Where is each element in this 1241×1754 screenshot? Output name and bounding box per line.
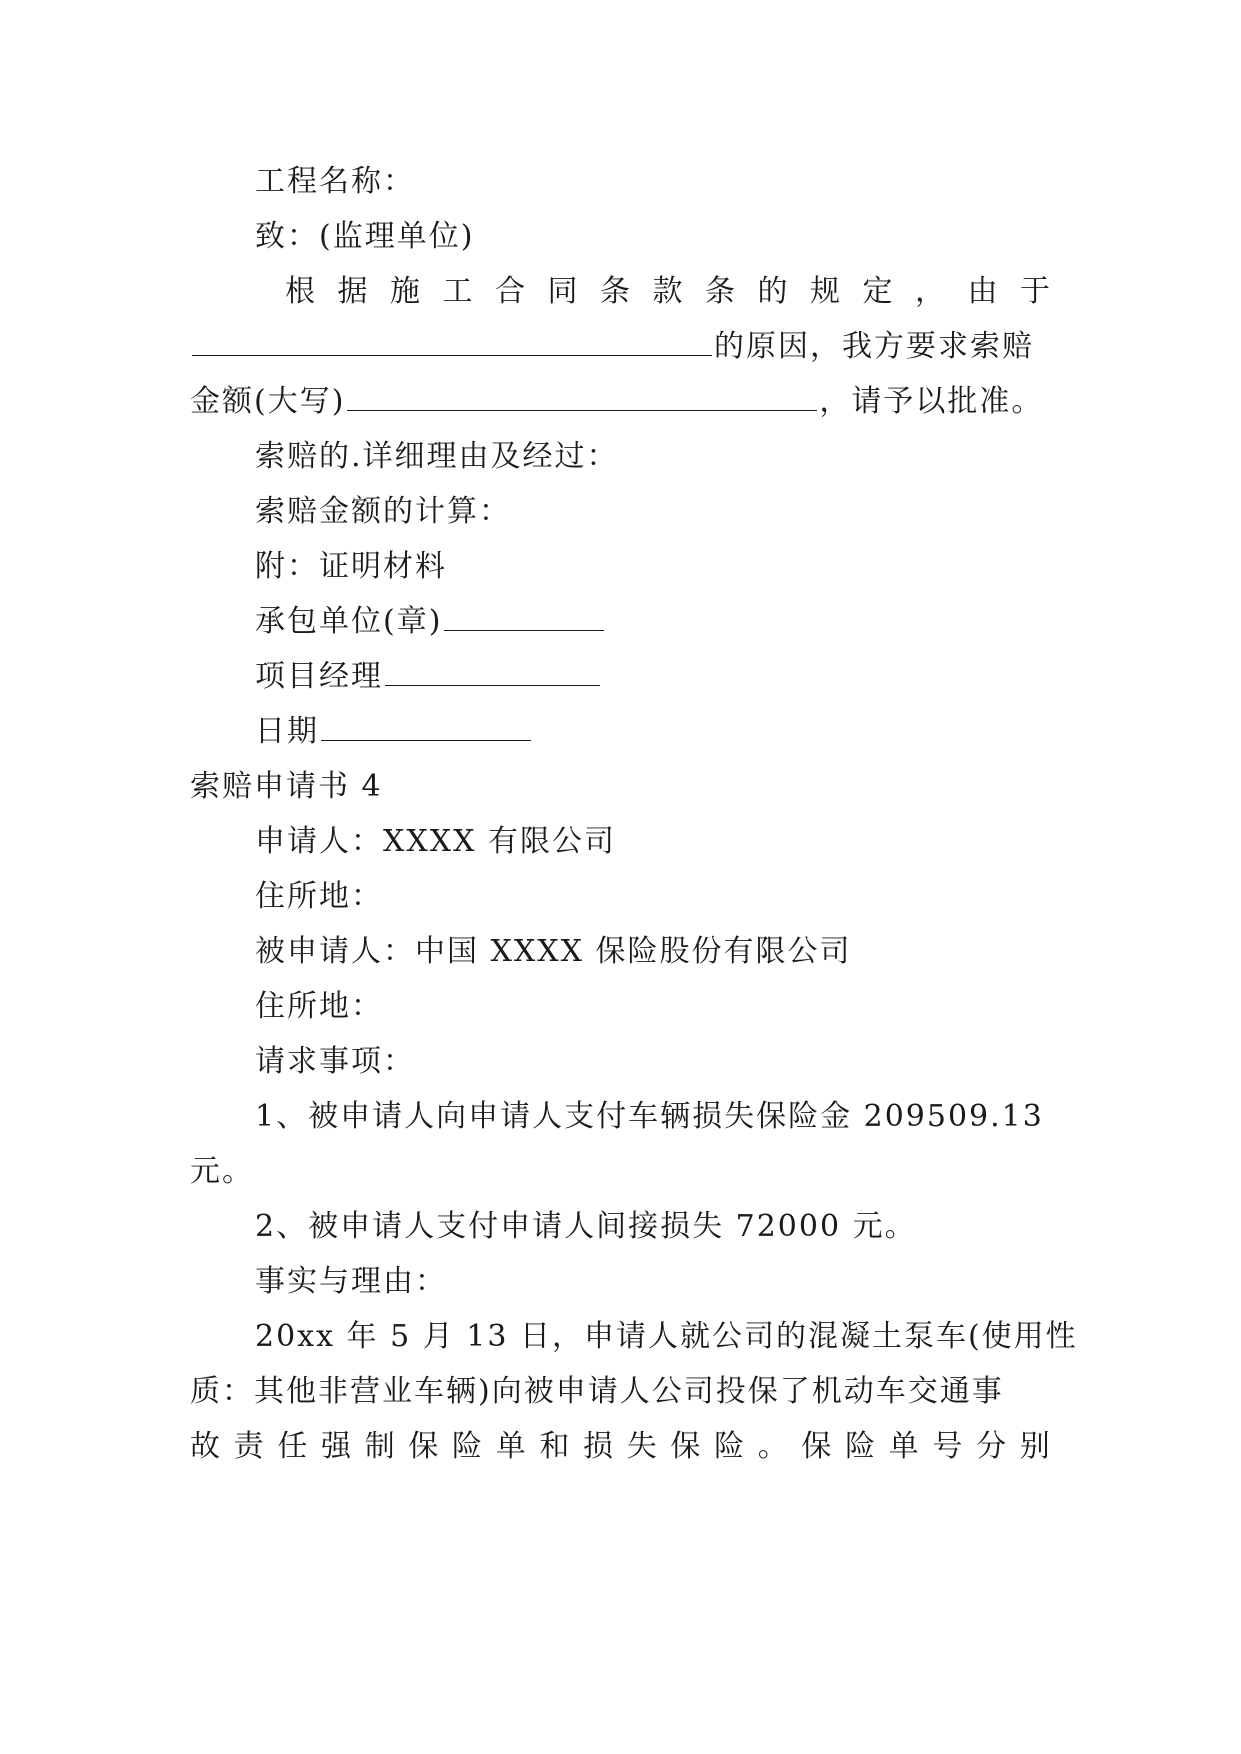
request-item-2: 2、被申请人支付申请人间接损失 72000 元。 bbox=[255, 1209, 917, 1244]
char: 别 bbox=[1019, 1429, 1050, 1464]
request-item-1: 1、被申请人向申请人支付车辆损失保险金 209509.13 bbox=[255, 1099, 1044, 1134]
char: 单 bbox=[888, 1429, 919, 1464]
char: 故 bbox=[190, 1429, 220, 1464]
char: 。 bbox=[757, 1429, 788, 1464]
section-title: 索赔申请书 4 bbox=[190, 769, 383, 804]
char: 险 bbox=[845, 1429, 876, 1464]
char: 制 bbox=[364, 1429, 395, 1464]
char: 工 bbox=[442, 274, 473, 309]
char: 款 bbox=[652, 274, 683, 309]
char: 分 bbox=[976, 1429, 1007, 1464]
char: 和 bbox=[539, 1429, 570, 1464]
amount-blank[interactable] bbox=[347, 382, 817, 411]
char: 保 bbox=[801, 1429, 832, 1464]
manager-blank[interactable] bbox=[385, 657, 600, 686]
char: 施 bbox=[390, 274, 420, 309]
facts-paragraph-line-2: 质：其他非营业车辆)向被申请人公司投保了机动车交通事 bbox=[190, 1374, 1004, 1409]
amount-line bbox=[190, 382, 1050, 422]
reason-suffix: 的原因，我方要求索赔 bbox=[714, 329, 1034, 364]
claim-calc-heading: 索赔金额的计算： bbox=[255, 494, 511, 529]
char: 险 bbox=[452, 1429, 483, 1464]
respondent-line: 被申请人：中国 XXXX 保险股份有限公司 bbox=[255, 934, 852, 969]
char: 条 bbox=[705, 274, 735, 309]
attachment-line: 附：证明材料 bbox=[255, 549, 447, 584]
char: 的 bbox=[757, 274, 788, 309]
char: 险 bbox=[714, 1429, 745, 1464]
addressee-line: 致：(监理单位) bbox=[255, 219, 475, 254]
request-item-1-cont: 元。 bbox=[190, 1154, 254, 1189]
manager-label: 项目经理 bbox=[255, 659, 383, 694]
char: 损 bbox=[583, 1429, 614, 1464]
char: 强 bbox=[321, 1429, 352, 1464]
char: 规 bbox=[810, 274, 840, 309]
char: 失 bbox=[626, 1429, 657, 1464]
facts-heading: 事实与理由： bbox=[255, 1264, 447, 1299]
manager-line bbox=[255, 657, 1050, 697]
char: 保 bbox=[408, 1429, 439, 1464]
char: 保 bbox=[670, 1429, 701, 1464]
char: 责 bbox=[233, 1429, 264, 1464]
char: 单 bbox=[495, 1429, 526, 1464]
contractor-label: 承包单位(章) bbox=[255, 604, 443, 639]
applicant-address: 住所地： bbox=[255, 879, 383, 914]
date-label: 日期 bbox=[255, 714, 319, 749]
contract-clause-line bbox=[285, 272, 1050, 312]
amount-suffix: ，请予以批准。 bbox=[819, 384, 1044, 419]
char: 根 bbox=[285, 274, 315, 309]
contractor-line bbox=[255, 602, 1050, 642]
char: 据 bbox=[337, 274, 368, 309]
facts-paragraph-line-1: 20xx 年 5 月 13 日，申请人就公司的混凝土泵车(使用性 bbox=[255, 1319, 1078, 1354]
respondent-address: 住所地： bbox=[255, 989, 383, 1024]
reason-line bbox=[190, 327, 1050, 367]
char: 号 bbox=[932, 1429, 963, 1464]
requests-heading: 请求事项： bbox=[255, 1044, 415, 1079]
amount-prefix: 金额(大写) bbox=[190, 384, 346, 419]
char: 任 bbox=[277, 1429, 308, 1464]
reason-blank[interactable] bbox=[192, 327, 712, 356]
char: 条 bbox=[600, 274, 630, 309]
char: 同 bbox=[547, 274, 578, 309]
contractor-blank[interactable] bbox=[444, 602, 604, 631]
date-line bbox=[255, 712, 1050, 752]
char: 合 bbox=[495, 274, 525, 309]
char: 于 bbox=[1020, 274, 1050, 309]
char: 由 bbox=[967, 274, 998, 309]
claim-reason-heading: 索赔的.详细理由及经过： bbox=[255, 439, 619, 474]
project-name-label: 工程名称： bbox=[255, 164, 415, 199]
char: 定 bbox=[862, 274, 893, 309]
char: ， bbox=[915, 274, 945, 309]
date-blank[interactable] bbox=[321, 712, 531, 741]
applicant-line: 申请人：XXXX 有限公司 bbox=[255, 824, 616, 859]
facts-paragraph-line-3 bbox=[190, 1427, 1050, 1467]
